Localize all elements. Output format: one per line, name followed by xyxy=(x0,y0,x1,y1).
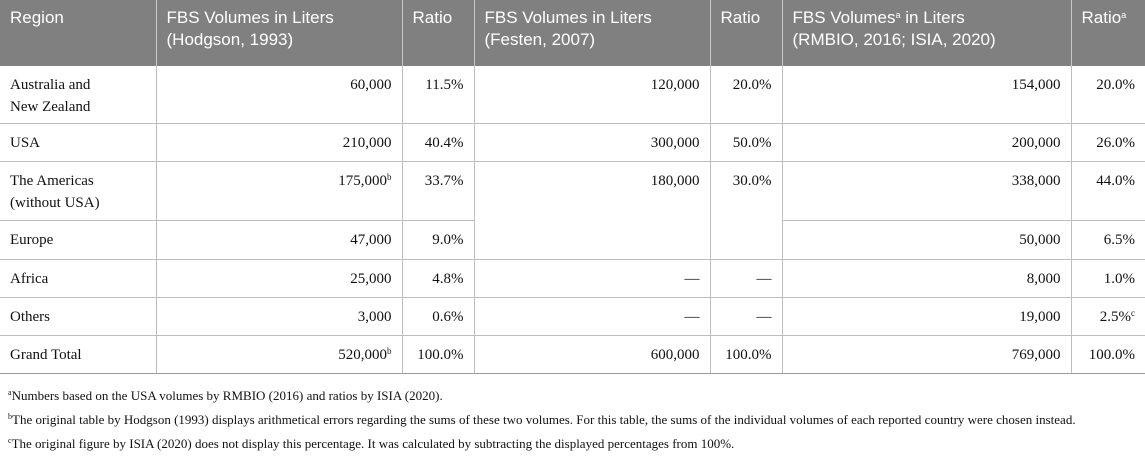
region-cell xyxy=(0,162,156,221)
festen-volume-cell: 120,000 xyxy=(474,66,710,124)
header-hodgson-volumes xyxy=(156,0,402,66)
header-row xyxy=(0,0,1145,66)
rmbio-ratio-cell: 26.0% xyxy=(1071,124,1145,162)
hodgson-volume-cell: 60,000 xyxy=(156,66,402,124)
header-rmbio-volumes xyxy=(782,0,1071,66)
header-text: FBS Volumes xyxy=(792,8,896,27)
rmbio-ratio-cell: 44.0% xyxy=(1071,162,1145,221)
region-cell: Others xyxy=(0,298,156,336)
footnote-c xyxy=(8,434,1138,455)
table-row xyxy=(0,162,1145,221)
festen-volume-cell: 600,000 xyxy=(474,336,710,374)
hodgson-ratio-cell: 33.7% xyxy=(402,162,474,221)
header-text: FBS Volumes in Liters xyxy=(484,8,652,27)
region-cell: Africa xyxy=(0,260,156,298)
hodgson-volume-cell: 25,000 xyxy=(156,260,402,298)
header-text: (RMBIO, 2016; ISIA, 2020) xyxy=(792,30,996,49)
rmbio-volume-cell: 769,000 xyxy=(782,336,1071,374)
value-text: 175,000 xyxy=(338,173,387,189)
footnote-mark: c xyxy=(8,436,12,445)
hodgson-ratio-cell: 11.5% xyxy=(402,66,474,124)
table-row xyxy=(0,298,1145,336)
table-row xyxy=(0,124,1145,162)
rmbio-volume-cell: 200,000 xyxy=(782,124,1071,162)
festen-volume-cell: — xyxy=(474,260,710,298)
footnote-ref: c xyxy=(1131,308,1135,318)
festen-volume-cell: 300,000 xyxy=(474,124,710,162)
footnote-ref: a xyxy=(895,10,901,20)
region-cell: Grand Total xyxy=(0,336,156,374)
header-text: Ratio xyxy=(1081,8,1122,27)
festen-volume-cell: 180,000 xyxy=(474,162,710,260)
footnote-b xyxy=(8,410,1138,431)
region-text: New Zealand xyxy=(10,99,91,115)
footnote-mark: b xyxy=(8,412,12,421)
hodgson-ratio-cell: 0.6% xyxy=(402,298,474,336)
footnote-ref: b xyxy=(387,346,392,356)
region-text: Australia and xyxy=(10,77,91,93)
rmbio-volume-cell: 50,000 xyxy=(782,221,1071,260)
table-footnotes xyxy=(8,386,1138,455)
rmbio-volume-cell: 8,000 xyxy=(782,260,1071,298)
hodgson-ratio-cell: 4.8% xyxy=(402,260,474,298)
hodgson-volume-cell: 210,000 xyxy=(156,124,402,162)
footnote-ref: b xyxy=(387,172,392,182)
festen-ratio-cell: 100.0% xyxy=(710,336,782,374)
footnote-text: Numbers based on the USA volumes by RMBIO (2016) and ratios by ISIA (2020). xyxy=(11,388,443,403)
header-festen-ratio: Ratio xyxy=(710,0,782,66)
header-text: in Liters xyxy=(900,8,965,27)
hodgson-ratio-cell: 9.0% xyxy=(402,221,474,260)
rmbio-ratio-cell: 1.0% xyxy=(1071,260,1145,298)
header-text: FBS Volumes in Liters xyxy=(166,8,334,27)
rmbio-ratio-cell: 20.0% xyxy=(1071,66,1145,124)
header-region: Region xyxy=(0,0,156,66)
festen-ratio-cell: 50.0% xyxy=(710,124,782,162)
region-text: (without USA) xyxy=(10,195,100,211)
hodgson-ratio-cell: 100.0% xyxy=(402,336,474,374)
rmbio-ratio-cell: 100.0% xyxy=(1071,336,1145,374)
header-text: (Hodgson, 1993) xyxy=(166,30,294,49)
region-text: The Americas xyxy=(10,173,94,189)
header-rmbio-ratio xyxy=(1071,0,1145,66)
festen-ratio-cell: 20.0% xyxy=(710,66,782,124)
value-text: 2.5% xyxy=(1099,309,1131,325)
header-festen-volumes xyxy=(474,0,710,66)
table-row xyxy=(0,260,1145,298)
value-text: 520,000 xyxy=(338,347,387,363)
footnote-a xyxy=(8,386,1138,407)
rmbio-volume-cell: 338,000 xyxy=(782,162,1071,221)
hodgson-volume-cell xyxy=(156,336,402,374)
grand-total-row xyxy=(0,336,1145,374)
footnote-text: The original figure by ISIA (2020) does not display this percentage. It was calculated by subtracting the displayed percentages from 100%. xyxy=(11,436,735,451)
region-cell: USA xyxy=(0,124,156,162)
footnote-text: The original table by Hodgson (1993) displays arithmetical errors regarding the sums of these two volumes. For this table, the sums of the individual volumes of each reported country were chosen instead. xyxy=(12,412,1076,427)
header-text: (Festen, 2007) xyxy=(484,30,596,49)
rmbio-volume-cell: 19,000 xyxy=(782,298,1071,336)
region-cell xyxy=(0,66,156,124)
festen-volume-cell: — xyxy=(474,298,710,336)
hodgson-ratio-cell: 40.4% xyxy=(402,124,474,162)
hodgson-volume-cell: 3,000 xyxy=(156,298,402,336)
rmbio-ratio-cell: 6.5% xyxy=(1071,221,1145,260)
rmbio-ratio-cell xyxy=(1071,298,1145,336)
festen-ratio-cell: — xyxy=(710,260,782,298)
rmbio-volume-cell: 154,000 xyxy=(782,66,1071,124)
hodgson-volume-cell: 47,000 xyxy=(156,221,402,260)
festen-ratio-cell: 30.0% xyxy=(710,162,782,260)
table-row xyxy=(0,66,1145,124)
hodgson-volume-cell xyxy=(156,162,402,221)
footnote-mark: a xyxy=(8,388,12,397)
header-hodgson-ratio: Ratio xyxy=(402,0,474,66)
region-cell: Europe xyxy=(0,221,156,260)
festen-ratio-cell: — xyxy=(710,298,782,336)
footnote-ref: a xyxy=(1121,10,1127,20)
